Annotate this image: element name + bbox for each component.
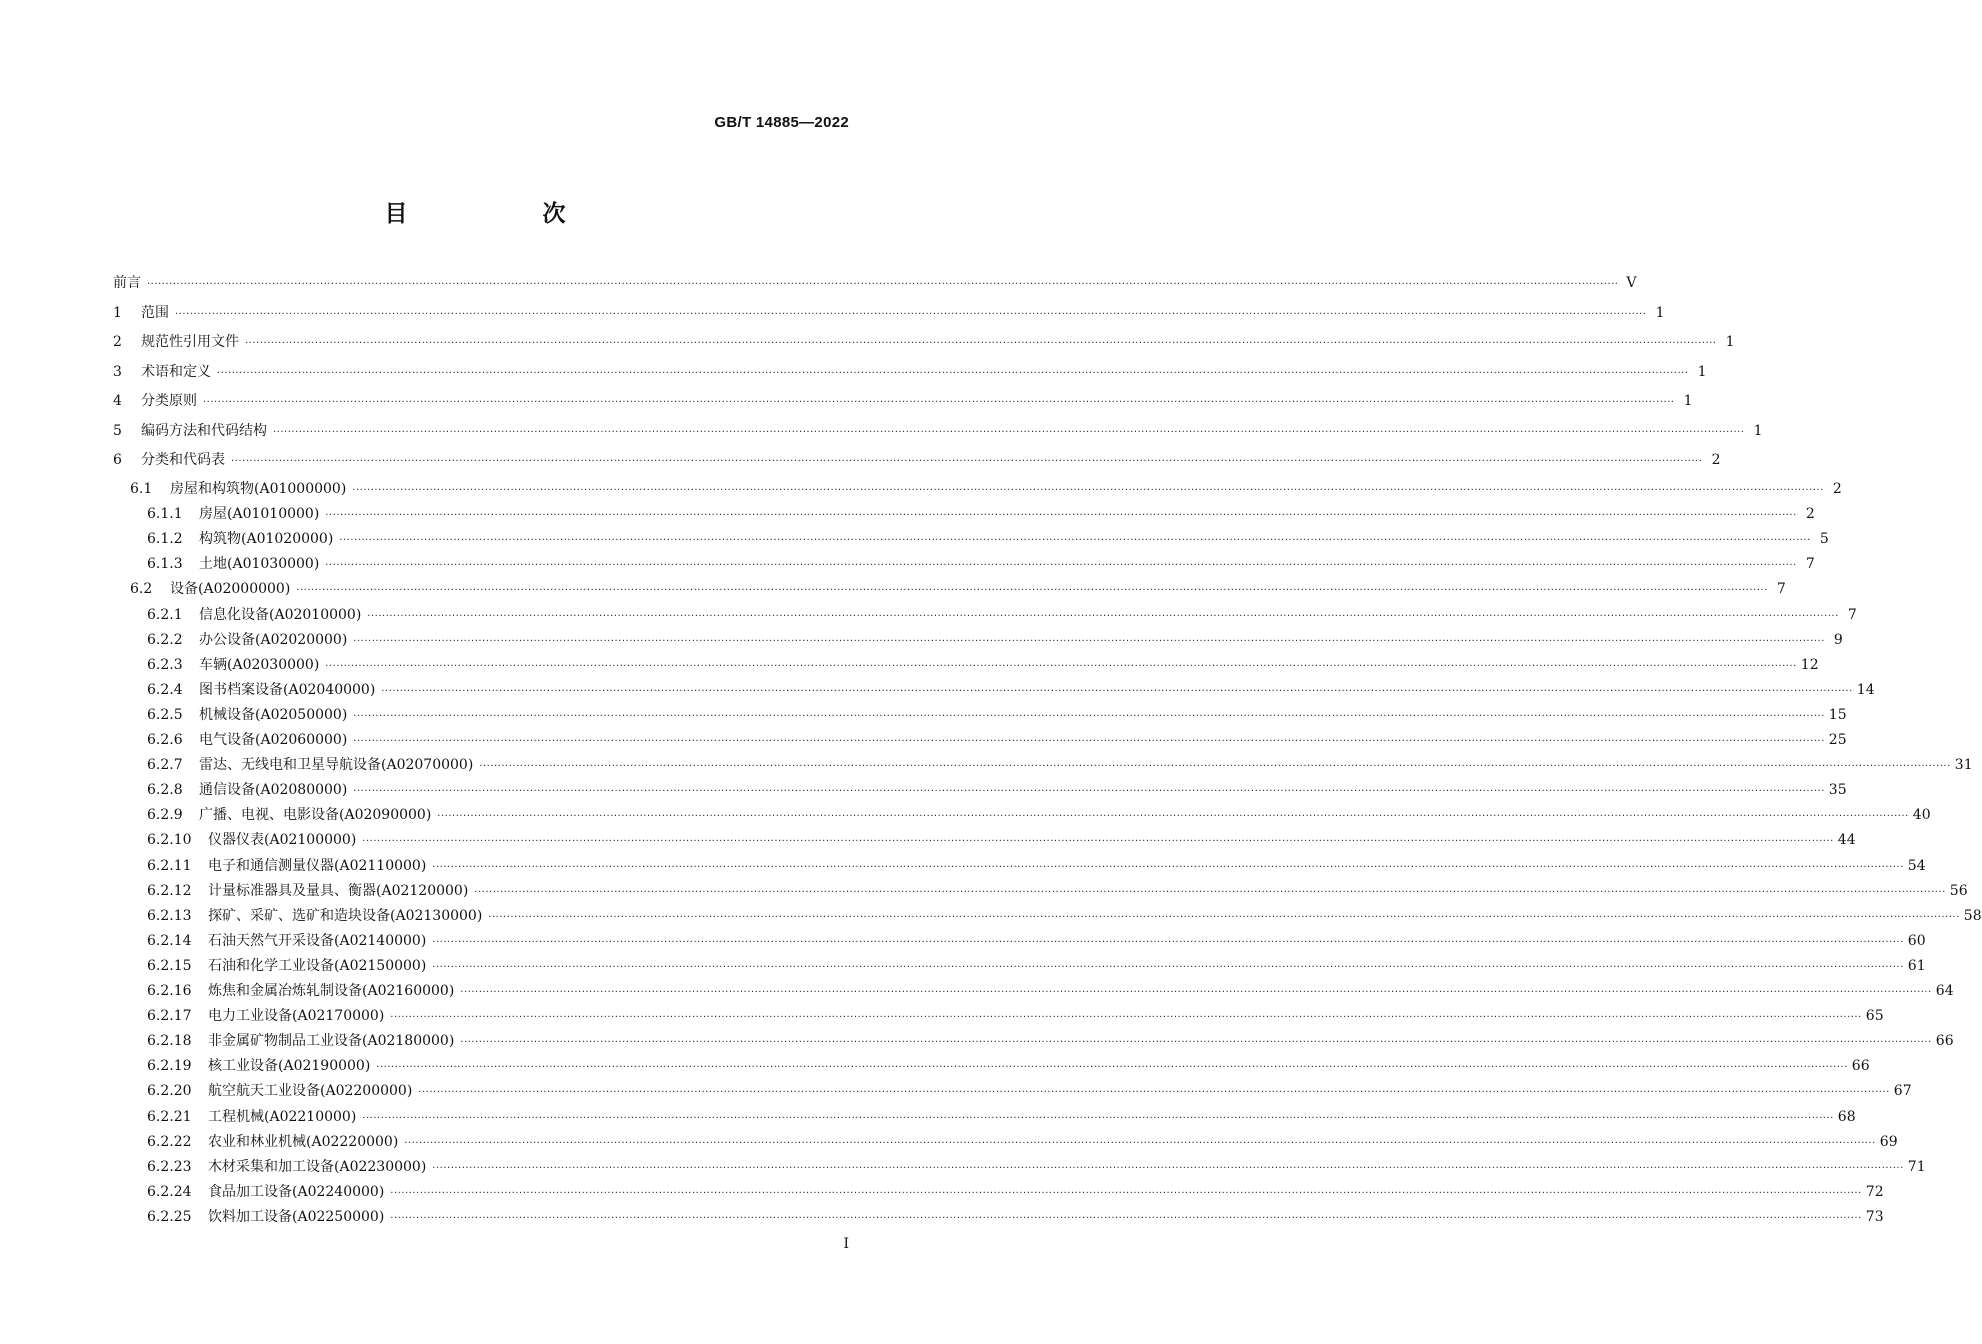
toc-entry-number: 6.2.4 (147, 681, 183, 698)
toc-entry-page: 40 (1912, 807, 1931, 824)
toc-entry-label: 电力工业设备(A02170000) (208, 1008, 385, 1025)
toc-entry-label: 范围 (141, 304, 169, 321)
toc-entry-page: 15 (1828, 706, 1847, 723)
toc-leader-dots: ················································································································································································································································································································································································································ (353, 786, 1825, 798)
toc-leader-dots: ················································································································································································································································································································································································································ (474, 886, 1946, 898)
toc-entry-page: 5 (1819, 531, 1829, 548)
toc-entry-number: 4 (113, 393, 122, 409)
toc-entry-page: 69 (1879, 1133, 1898, 1150)
toc-leader-dots: ················································································································································································································································································································································································································ (273, 426, 1745, 438)
toc-entry-page: 73 (1865, 1208, 1884, 1225)
toc-entry-label: 探矿、采矿、选矿和造块设备(A02130000) (208, 907, 483, 924)
toc-entry-label: 广播、电视、电影设备(A02090000) (199, 807, 432, 824)
toc-leader-dots: ················································································································································································································································································································································································································ (432, 961, 1904, 973)
toc-entry[interactable] (113, 528, 1829, 553)
toc-entry-label: 规范性引用文件 (141, 334, 239, 350)
toc-entry[interactable] (113, 654, 1819, 679)
toc-entry-label: 食品加工设备(A02240000) (208, 1183, 385, 1200)
toc-leader-dots: ················································································································································································································································································································································································································ (390, 1187, 1862, 1199)
toc-entry-page: 60 (1907, 932, 1926, 949)
toc-entry-number: 6 (113, 452, 122, 468)
toc-entry-page: 67 (1893, 1083, 1912, 1100)
toc-entry-page: 64 (1935, 983, 1954, 999)
toc-entry-number: 6.2.8 (147, 782, 183, 799)
toc-entry-page: 72 (1865, 1183, 1884, 1200)
toc-entry[interactable] (113, 804, 1931, 829)
toc-entry-number: 6.2.5 (147, 706, 183, 723)
toc-entry-label: 石油和化学工业设备(A02150000) (208, 957, 427, 974)
toc-entry-label: 石油天然气开采设备(A02140000) (208, 932, 427, 949)
toc-entry-label: 通信设备(A02080000) (199, 782, 348, 799)
toc-entry[interactable] (113, 729, 1847, 754)
toc-entry-label: 图书档案设备(A02040000) (199, 681, 376, 698)
toc-leader-dots: ················································································································································································································································································································································································································ (362, 1112, 1834, 1124)
toc-entry-page: 7 (1847, 606, 1857, 623)
toc-entry[interactable] (113, 629, 1843, 654)
toc-leader-dots: ················································································································································································································································································································································································································ (381, 685, 1853, 697)
toc-entry-page: 25 (1828, 732, 1847, 748)
toc-entry-label: 工程机械(A02210000) (208, 1108, 357, 1125)
toc-entry[interactable] (113, 880, 1968, 905)
toc-entry-label: 房屋(A01010000) (199, 506, 320, 523)
toc-entry[interactable] (113, 449, 1721, 474)
toc-entry[interactable] (113, 1055, 1870, 1080)
toc-entry-label: 炼焦和金属冶炼轧制设备(A02160000) (208, 983, 455, 999)
toc-entry-page: 7 (1776, 581, 1786, 598)
toc-leader-dots: ················································································································································································································································································································································································································ (390, 1212, 1862, 1224)
toc-leader-dots: ················································································································································································································································································································································································································ (432, 861, 1904, 873)
toc-leader-dots: ················································································································································································································································································································································································································ (296, 585, 1768, 597)
toc-entry-number: 6.2.3 (147, 656, 183, 673)
toc-leader-dots: ················································································································································································································································································································································································································ (460, 1037, 1932, 1049)
toc-entry[interactable] (113, 1030, 1954, 1055)
toc-entry-number: 6.1.3 (147, 556, 183, 573)
toc-entry-label: 机械设备(A02050000) (199, 706, 348, 723)
toc-entry-label: 航空航天工业设备(A02200000) (208, 1083, 413, 1100)
page-title: 目 次 (384, 200, 622, 227)
toc-entry-number: 6.2.13 (147, 907, 192, 924)
toc-entry[interactable] (113, 1156, 1926, 1181)
toc-entry-page: 7 (1805, 556, 1815, 573)
toc-entry-number: 6.2.10 (147, 832, 192, 849)
toc-entry-number: 6.2.21 (147, 1108, 192, 1125)
toc-leader-dots: ················································································································································································································································································································································································································ (479, 761, 1951, 773)
toc-leader-dots: ················································································································································································································································································································································································································ (460, 987, 1932, 998)
toc-entry-label: 房屋和构筑物(A01000000) (170, 481, 347, 497)
toc-entry[interactable] (113, 302, 1665, 327)
toc-entry[interactable] (113, 1106, 1856, 1131)
toc-entry-page: 2 (1832, 481, 1842, 497)
toc-entry-page: 1 (1753, 422, 1763, 439)
toc-entry-number: 6.2.19 (147, 1058, 192, 1075)
toc-entry-page: 1 (1683, 393, 1693, 409)
toc-entry[interactable] (113, 1206, 1884, 1231)
toc-entry-label: 电气设备(A02060000) (199, 732, 348, 748)
toc-entry-number: 1 (113, 304, 122, 321)
toc-leader-dots: ················································································································································································································································································································································································································ (432, 1162, 1904, 1174)
toc-entry[interactable] (113, 272, 1637, 297)
toc-entry-number: 6.2.20 (147, 1083, 192, 1100)
toc-leader-dots: ················································································································································································································································································································································································································ (404, 1137, 1876, 1149)
toc-entry-page: 58 (1963, 907, 1982, 924)
toc-entry[interactable] (113, 930, 1926, 955)
toc-entry[interactable] (113, 604, 1857, 629)
toc-entry-page: 54 (1907, 857, 1926, 874)
toc-entry-label: 饮料加工设备(A02250000) (208, 1208, 385, 1225)
toc-entry-number: 6.2.23 (147, 1158, 192, 1175)
toc-entry-label: 构筑物(A01020000) (199, 531, 334, 548)
toc-entry-label: 术语和定义 (141, 363, 211, 380)
toc-entry[interactable] (113, 1005, 1884, 1030)
toc-entry-number: 6.2.22 (147, 1133, 192, 1150)
toc-entry[interactable] (113, 420, 1763, 445)
toc-entry-page: 44 (1837, 832, 1856, 849)
toc-entry-label: 分类原则 (141, 393, 197, 409)
toc-leader-dots: ················································································································································································································································································································································································································ (432, 936, 1904, 948)
toc-leader-dots: ················································································································································································································································································································································································································ (390, 1012, 1862, 1024)
toc-entry-page: 71 (1907, 1158, 1926, 1175)
toc-leader-dots: ················································································································································································································································································································································································································ (325, 510, 1797, 522)
toc-leader-dots: ················································································································································································································································································································································································································ (352, 485, 1824, 496)
toc-entry-number: 6.2.24 (147, 1183, 192, 1200)
toc-entry-number: 6.2.14 (147, 932, 192, 949)
toc-entry-label: 办公设备(A02020000) (199, 631, 348, 648)
toc-entry-page: 2 (1711, 452, 1721, 468)
toc-entry-number: 6.2.9 (147, 807, 183, 824)
toc-entry[interactable] (113, 679, 1875, 704)
toc-entry[interactable] (113, 855, 1926, 880)
toc-leader-dots: ················································································································································································································································································································································································································ (325, 560, 1797, 572)
toc-entry[interactable] (113, 779, 1847, 804)
toc-entry[interactable] (113, 955, 1926, 980)
toc-entry-number: 3 (113, 363, 122, 380)
toc-entry-label: 编码方法和代码结构 (141, 422, 267, 439)
toc-entry-page: 65 (1865, 1008, 1884, 1025)
toc-entry[interactable] (113, 905, 1982, 930)
toc-entry-page: Ⅴ (1626, 275, 1637, 291)
toc-entry-page: 61 (1907, 957, 1926, 974)
toc-entry-page: 1 (1725, 334, 1735, 350)
toc-entry-label: 计量标准器具及量具、衡器(A02120000) (208, 882, 469, 899)
toc-entry-page: 66 (1851, 1058, 1870, 1075)
toc-entry-label: 仪器仪表(A02100000) (208, 832, 357, 849)
toc-leader-dots: ················································································································································································································································································································································································································ (217, 367, 1689, 379)
toc-entry[interactable] (113, 331, 1735, 356)
toc-leader-dots: ················································································································································································································································································································································································································ (376, 1062, 1848, 1074)
toc-entry[interactable] (113, 829, 1856, 854)
toc-entry-page: 35 (1828, 782, 1847, 799)
toc-entry-page: 31 (1954, 757, 1973, 774)
toc-leader-dots: ················································································································································································································································································································································································································ (325, 660, 1797, 672)
toc-leader-dots: ················································································································································································································································································································································································································ (231, 456, 1703, 467)
toc-entry-page: 56 (1949, 882, 1968, 899)
toc-entry-number: 6.2.15 (147, 957, 192, 974)
toc-leader-dots: ················································································································································································································································································································································································································ (488, 911, 1960, 923)
toc-entry-number: 6.2.2 (147, 631, 183, 648)
toc-entry-label: 雷达、无线电和卫星导航设备(A02070000) (199, 757, 474, 774)
toc-entry[interactable] (113, 361, 1707, 386)
toc-entry-number: 6.2.16 (147, 983, 192, 999)
toc-leader-dots: ················································································································································································································································································································································································································ (362, 836, 1834, 848)
toc-leader-dots: ················································································································································································································································································································································································································ (437, 811, 1909, 823)
toc-entry-number: 6.2.6 (147, 732, 183, 748)
standard-code: GB/T 14885—2022 (714, 114, 849, 131)
toc-leader-dots: ················································································································································································································································································································································································································ (147, 279, 1619, 290)
toc-entry[interactable] (113, 1080, 1912, 1105)
toc-entry-page: 9 (1833, 631, 1843, 648)
toc-entry-label: 木材采集和加工设备(A02230000) (208, 1158, 427, 1175)
toc-entry-page: 66 (1935, 1033, 1954, 1050)
toc-entry-number: 6.1.2 (147, 531, 183, 548)
toc-entry[interactable] (113, 478, 1842, 503)
toc-entry-page: 12 (1800, 656, 1819, 673)
toc-leader-dots: ················································································································································································································································································································································································································ (367, 610, 1839, 622)
toc-entry-label: 设备(A02000000) (170, 581, 291, 598)
toc-entry-number: 6.2 (130, 581, 153, 598)
toc-leader-dots: ················································································································································································································································································································································································································ (353, 710, 1825, 722)
toc-entry-label: 信息化设备(A02010000) (199, 606, 362, 623)
toc-leader-dots: ················································································································································································································································································································································································································ (339, 535, 1811, 547)
toc-entry-label: 非金属矿物制品工业设备(A02180000) (208, 1033, 455, 1050)
toc-leader-dots: ················································································································································································································································································································································································································ (245, 338, 1717, 349)
page-number: Ⅰ (843, 1236, 849, 1252)
toc-entry-label: 土地(A01030000) (199, 556, 320, 573)
toc-entry-label: 核工业设备(A02190000) (208, 1058, 371, 1075)
toc-entry[interactable] (113, 1181, 1884, 1206)
toc-entry-number: 6.1.1 (147, 506, 183, 523)
toc-entry[interactable] (113, 1131, 1898, 1156)
toc-entry-page: 2 (1805, 506, 1815, 523)
toc-entry-number: 6.2.11 (147, 857, 192, 874)
toc-entry-number: 6.2.18 (147, 1033, 192, 1050)
toc-entry-number: 6.2.1 (147, 606, 183, 623)
toc-entry-page: 1 (1697, 363, 1707, 380)
toc-entry-number: 6.2.7 (147, 757, 183, 774)
toc-entry[interactable] (113, 578, 1786, 603)
toc-entry-page: 68 (1837, 1108, 1856, 1125)
toc-leader-dots: ················································································································································································································································································································································································································ (353, 635, 1825, 647)
toc-entry-label: 车辆(A02030000) (199, 656, 320, 673)
toc-entry-number: 6.1 (130, 481, 153, 497)
toc-entry-label: 前言 (113, 275, 141, 291)
toc-entry-label: 分类和代码表 (141, 452, 225, 468)
toc-entry-number: 6.2.25 (147, 1208, 192, 1225)
toc-entry-number: 2 (113, 334, 122, 350)
toc-entry[interactable] (113, 390, 1693, 415)
toc-entry[interactable] (113, 553, 1815, 578)
toc-entry-label: 农业和林业机械(A02220000) (208, 1133, 399, 1150)
toc-entry-page: 1 (1655, 304, 1665, 321)
toc-entry[interactable] (113, 503, 1815, 528)
toc-leader-dots: ················································································································································································································································································································································································································ (175, 308, 1647, 320)
toc-entry[interactable] (113, 754, 1973, 779)
toc-leader-dots: ················································································································································································································································································································································································································ (353, 736, 1825, 747)
toc-entry-number: 6.2.12 (147, 882, 192, 899)
toc-entry-label: 电子和通信测量仪器(A02110000) (208, 857, 427, 874)
toc-leader-dots: ················································································································································································································································································································································································································ (418, 1087, 1890, 1099)
toc-entry[interactable] (113, 704, 1847, 729)
toc-leader-dots: ················································································································································································································································································································································································································ (203, 397, 1675, 408)
toc-entry[interactable] (113, 980, 1954, 1005)
toc-entry-number: 5 (113, 422, 122, 439)
toc-entry-number: 6.2.17 (147, 1008, 192, 1025)
toc-entry-page: 14 (1856, 681, 1875, 698)
